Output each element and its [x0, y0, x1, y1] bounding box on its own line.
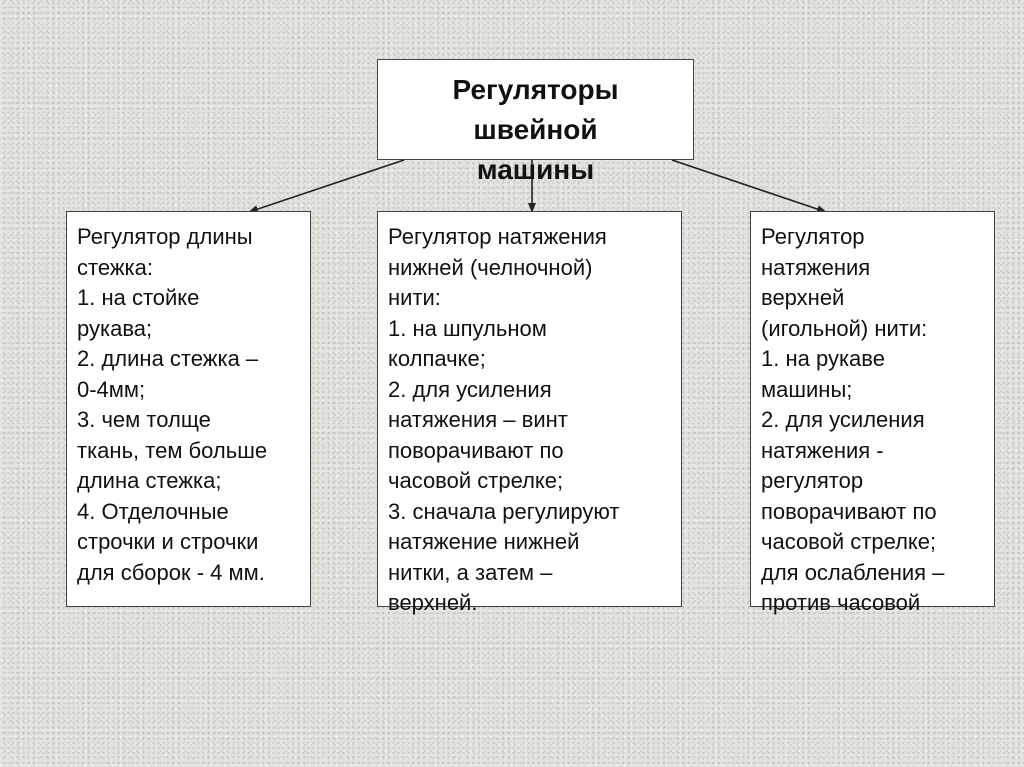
box-text-line: часовой стрелке;: [388, 468, 564, 493]
box-text-line: поворачивают по: [388, 437, 564, 463]
box-text-line: строчки и строчки: [77, 529, 259, 554]
box-text-line: 2. длина стежка –: [77, 346, 259, 371]
box-text-line: часовой стрелке;: [761, 529, 937, 554]
box-text-line: натяжения – винт: [388, 407, 568, 432]
box-text-line: Регулятор натяжения: [388, 224, 607, 249]
box-text-line: 1. на рукаве: [761, 346, 885, 371]
title-box: [377, 59, 694, 185]
box-text-line: нижней (челночной): [388, 254, 593, 280]
arrow-to-right-box: [672, 160, 826, 212]
box-text-line: натяжение нижней: [388, 529, 580, 554]
box-text-line: 1. на стойке: [77, 285, 200, 310]
box-text-line: 0-4мм;: [77, 376, 146, 402]
box-text-line: 3. сначала регулируют: [388, 498, 620, 524]
lower-thread-tension-regulator-box: [377, 211, 682, 615]
box-text-line: (игольной) нити:: [761, 315, 928, 341]
box-text-line: поворачивают по: [761, 498, 937, 524]
box-text-line: верхней: [761, 285, 845, 310]
box-text-line: регулятор: [761, 468, 864, 493]
stitch-length-regulator-box: [66, 211, 311, 607]
box-text-line: нитки, а затем –: [388, 559, 553, 585]
box-text-line: нити:: [388, 285, 441, 310]
box-text-line: для сборок - 4 мм.: [77, 559, 265, 585]
box-text-line: колпачке;: [388, 346, 486, 371]
box-text-line: Регулятор: [761, 224, 865, 249]
diagram-title: Регуляторы швейной машины: [452, 74, 619, 185]
box-text-line: длина стежка;: [77, 468, 222, 493]
box-text-line: против часовой: [761, 590, 921, 615]
box-text-line: 2. для усиления: [761, 407, 925, 432]
box-text-line: машины;: [761, 376, 853, 402]
box-text-line: рукава;: [77, 315, 153, 341]
box-text-line: 4. Отделочные: [77, 498, 229, 524]
box-text-line: 1. на шпульном: [388, 315, 547, 341]
box-text-line: 3. чем толще: [77, 407, 211, 432]
upper-thread-tension-regulator-box: [750, 211, 995, 615]
box-text-line: для ослабления –: [761, 559, 945, 585]
box-text-line: натяжения -: [761, 437, 884, 463]
box-text-line: 2. для усиления: [388, 376, 552, 402]
box-text-line: ткань, тем больше: [77, 437, 268, 463]
box-text-line: верхней.: [388, 590, 478, 615]
box-text-line: Регулятор длины: [77, 224, 253, 249]
box-text-line: натяжения: [761, 254, 871, 280]
box-text-line: стежка:: [77, 254, 153, 280]
